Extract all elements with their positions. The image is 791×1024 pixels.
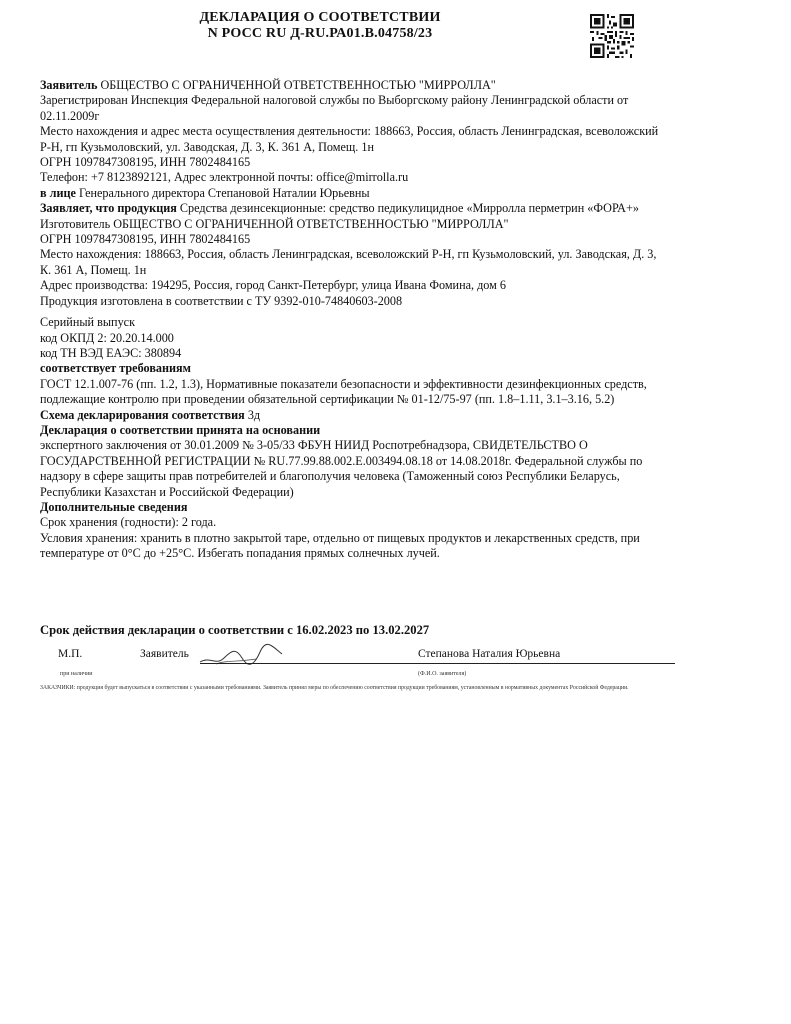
applicant-person-line [40, 186, 670, 201]
stamp-caption: при наличии [60, 671, 93, 677]
product-line [40, 201, 670, 216]
person-label: в лице [40, 185, 76, 200]
manufacturer-ogrn: ОГРН 1097847308195, ИНН 7802484165 [40, 232, 251, 247]
requirements-label: соответствует требованиям [40, 361, 191, 376]
okpd-code: код ОКПД 2: 20.20.14.000 [40, 330, 174, 345]
stamp-label: М.П. [58, 648, 83, 660]
shelf-life: Срок хранения (годности): 2 года. [40, 515, 217, 530]
additional-label: Дополнительные сведения [40, 499, 188, 514]
scheme-value: 3д [244, 407, 261, 422]
signature-line [200, 663, 675, 664]
manufacturer-address: Место нахождения: 188663, Россия, область Ленинградская, всеволожский Р-Н, гп Кузьмоловский, ул. Заводская, Д. 3, К. 361 А, Помещ. 1н [40, 247, 657, 277]
signatory-caption: (Ф.И.О. заявителя) [418, 671, 467, 677]
requirements-text: ГОСТ 12.1.007-76 (пп. 1.2, 1.3), Нормативные показатели безопасности и эффективности дезинфекционных средств, подлежащие контролю при проведении обязательной сертификации № 01-12/75-97 (пп. 1.8–1.11, 3.1–3.16, 5.2) [40, 376, 647, 407]
applicant-signature-label: Заявитель [140, 648, 189, 660]
scheme-line [40, 408, 670, 423]
serial-release: Серийный выпуск [40, 315, 135, 330]
storage-conditions: Условия хранения: хранить в плотно закрытой таре, отдельно от пищевых продуктов и лекарственных средств, при температуре от 0°С до +25°С. Избегать попадания прямых солнечных лучей. [40, 530, 640, 561]
product-tu: Продукция изготовлена в соответствии с ТУ 9392-010-74840603-2008 [40, 293, 403, 308]
applicant-name: ОБЩЕСТВО С ОГРАНИЧЕННОЙ ОТВЕТСТВЕННОСТЬЮ "МИРРОЛЛА" [97, 78, 496, 92]
signatory-name: Степанова Наталия Юрьевна [418, 648, 561, 660]
basis-label: Декларация о соответствии принята на основании [40, 422, 321, 437]
applicant-label: Заявитель [40, 78, 98, 92]
applicant-address: Место нахождения и адрес места осуществления деятельности: 188663, Россия, область Ленинградская, всеволожский Р-Н, гп Кузьмоловский, ул. Заводская, Д. 3, К. 361 А, Помещ. 1н [40, 124, 659, 154]
product-name: Средства дезинсекционные: средство педикулицидное «Мирролла перметрин «ФОРА+» [176, 201, 639, 216]
tnved-code: код ТН ВЭД ЕАЭС: 380894 [40, 345, 182, 360]
manufacturer: Изготовитель ОБЩЕСТВО С ОГРАНИЧЕННОЙ ОТВЕТСТВЕННОСТЬЮ "МИРРОЛЛА" [40, 216, 509, 231]
document-title: ДЕКЛАРАЦИЯ О СООТВЕТСТВИИ [199, 10, 441, 25]
person-name: Генерального директора Степановой Наталии Юрьевны [75, 185, 370, 200]
declaration-number: N РОСС RU Д-RU.РА01.В.04758/23 [207, 26, 433, 41]
signature-icon [196, 640, 286, 670]
validity-period: Срок действия декларации о соответствии с 16.02.2023 по 13.02.2027 [40, 623, 430, 637]
basis-text: экспертного заключения от 30.01.2009 № 3-05/33 ФБУН НИИД Роспотребнадзора, СВИДЕТЕЛЬСТВО О ГОСУДАРСТВЕННОЙ РЕГИСТРАЦИИ № RU.77.99.88.002.Е.003494.08.18 от 14.08.2018г. Федеральной службы по надзору в сфере защиты прав потребителей и благополучия человека (Таможенный союз Республики Беларусь, Республики Казахстан и Российской Федерации) [40, 438, 643, 499]
production-address: Адрес производства: 194295, Россия, город Санкт-Петербург, улица Ивана Фомина, дом 6 [40, 278, 507, 293]
scheme-label: Схема декларирования соответствия [40, 407, 245, 422]
declaration-body [40, 78, 670, 562]
applicant-line [40, 78, 670, 93]
qr-code-icon [590, 14, 634, 58]
footnote: ЗАКАЗЧИКИ: продукция будет выпускаться в соответствии с указанными требованиями. Заявитель принял меры по обеспечению соответствия продукции требованиям, установленным в нормативных документах Российской Федерации. [40, 685, 629, 691]
applicant-registration: Зарегистрирован Инспекция Федеральной налоговой службы по Выборгскому району Ленинградской области от 02.11.2009г [40, 93, 629, 123]
applicant-ogrn: ОГРН 1097847308195, ИНН 7802484165 [40, 155, 251, 170]
applicant-contacts: Телефон: +7 8123892121, Адрес электронной почты: office@mirrolla.ru [40, 170, 409, 185]
product-label: Заявляет, что продукция [40, 201, 177, 216]
